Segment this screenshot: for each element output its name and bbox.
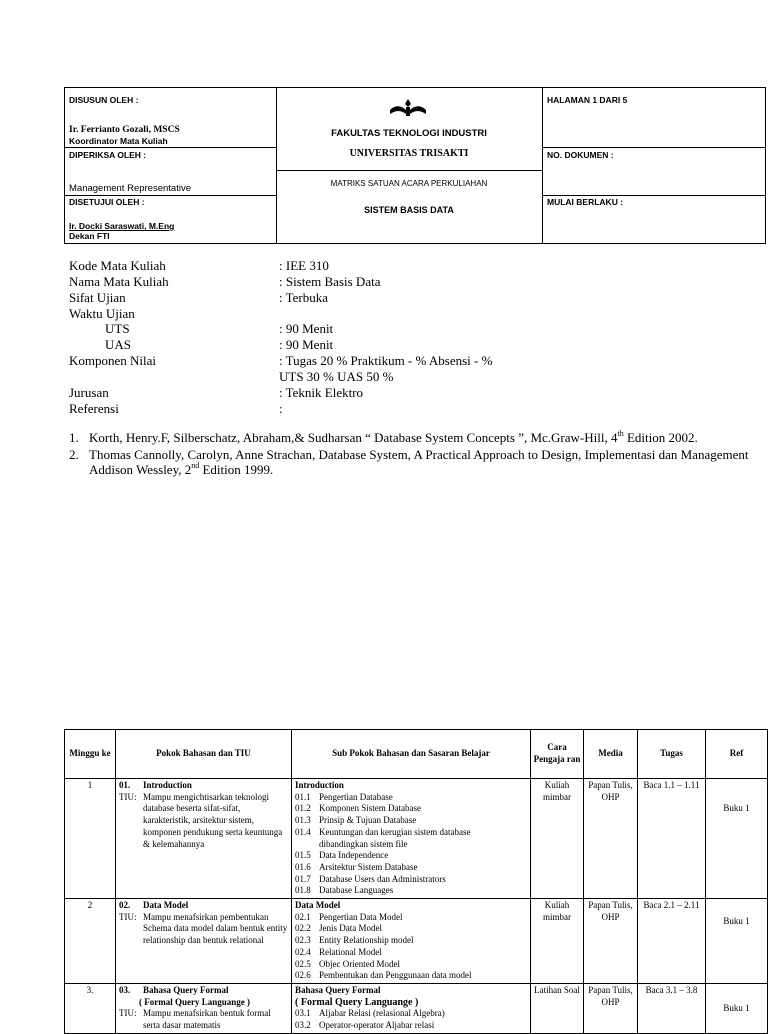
method-cell: Kuliah mimbar <box>531 779 584 899</box>
subtopic-item: 02.3 Entity Relationship model <box>295 935 414 946</box>
effective-date-label: MULAI BERLAKU : <box>547 197 624 207</box>
subtopic-cell <box>292 899 531 984</box>
topic-number: 02. <box>119 900 131 911</box>
tiu-label: TIU: <box>119 791 137 802</box>
topic-number: 03. <box>119 984 131 995</box>
info-value: : Teknik Elektro <box>279 385 364 400</box>
info-label: Referensi <box>69 401 119 416</box>
info-label: Nama Mata Kuliah <box>69 274 169 289</box>
info-value: : 90 Menit <box>279 337 334 352</box>
reference-superscript: nd <box>191 461 200 470</box>
reference-superscript: th <box>617 429 624 438</box>
disusun-label: DISUSUN OLEH : <box>69 95 139 105</box>
subtopic-title: Data Model <box>295 900 341 911</box>
reference-item <box>69 447 759 478</box>
diperiksa-label: DIPERIKSA OLEH : <box>69 150 147 160</box>
subtopic-item: 01.3 Prinsip & Tujuan Database <box>295 815 417 826</box>
subtopic-item: 01.8 Database Languages <box>295 885 394 896</box>
reference-number: 2. <box>69 446 79 462</box>
subtopic-subtitle: ( Formal Query Languange ) <box>295 996 419 1008</box>
subtopic-item: 02.4 Relational Model <box>295 946 382 957</box>
media-cell: Papan Tulis, OHP <box>584 983 638 1033</box>
info-label: Jurusan <box>69 385 109 400</box>
subtopic-cell <box>292 779 531 899</box>
matrix-title: MATRIKS SATUAN ACARA PERKULIAHAN <box>330 179 488 188</box>
topic-title: Bahasa Query Formal <box>143 984 229 995</box>
disetujui-label: DISETUJUI OLEH : <box>69 197 145 207</box>
tiu-label: TIU: <box>119 911 137 922</box>
disusun-name: Ir. Ferrianto Gozali, MSCS <box>69 125 180 135</box>
faculty-name: FAKULTAS TEKNOLOGI INDUSTRI <box>331 128 487 139</box>
reference-list <box>69 430 759 479</box>
disusun-role: Koordinator Mata Kuliah <box>69 136 168 146</box>
subtopic-item: 01.5 Data Independence <box>295 850 389 861</box>
info-label: UAS <box>105 337 132 352</box>
document-number-label: NO. DOKUMEN : <box>547 150 614 160</box>
university-logo-icon <box>388 98 428 118</box>
schedule-table <box>64 729 768 1034</box>
university-name: UNIVERSITAS TRISAKTI <box>349 148 469 159</box>
subtopic-item: 03.1 Aljabar Relasi (relasional Algebra) <box>295 1008 445 1019</box>
subtopic-item: 02.5 Objec Oriented Model <box>295 958 400 969</box>
media-cell: Papan Tulis, OHP <box>584 899 638 984</box>
subtopic-item: 01.2 Komponen Sistem Database <box>295 803 421 814</box>
ref-cell: Buku 1 <box>706 899 768 984</box>
subtopic-item: 01.4 Keuntungan dan kerugian sistem database <box>295 826 471 837</box>
disetujui-role: Dekan FTI <box>69 231 110 241</box>
column-header: Pokok Bahasan dan TIU <box>116 730 292 779</box>
ref-cell: Buku 1 <box>706 779 768 899</box>
subtopic-item: 03.2 Operator-operator Aljabar relasi <box>295 1020 435 1031</box>
ref-cell: Buku 1 <box>706 983 768 1033</box>
assignment-cell: Baca 3.1 – 3.8 <box>638 983 706 1033</box>
info-label: Waktu Ujian <box>69 306 135 321</box>
topic-cell <box>116 779 292 899</box>
topic-number: 01. <box>119 780 131 790</box>
info-value: : Tugas 20 % Praktikum - % Absensi - % <box>279 353 493 368</box>
info-value: : Sistem Basis Data <box>279 274 381 289</box>
tiu-text: Mampu mengichtisarkan teknologi database beserta sifat-sifat, karakteristik, arsitektur sistem, komponen pendukung serta keuntunga & kelemahannya <box>143 791 283 849</box>
topic-cell <box>116 983 292 1033</box>
column-header: Cara Pengaja ran <box>531 730 584 779</box>
column-header: Ref <box>706 730 768 779</box>
page-number: HALAMAN 1 DARI 5 <box>547 95 628 105</box>
subtopic-item: dibandingkan sistem file <box>319 838 408 849</box>
table-row <box>65 983 768 1033</box>
course-title: SISTEM BASIS DATA <box>364 205 454 215</box>
column-header: Media <box>584 730 638 779</box>
subtopic-item: 02.1 Pengertian Data Model <box>295 911 403 922</box>
info-value: : IEE 310 <box>279 258 329 273</box>
diperiksa-name: Management Representative <box>69 183 191 194</box>
info-value: : <box>279 401 283 416</box>
info-value: : Terbuka <box>279 290 329 305</box>
info-label: Sifat Ujian <box>69 290 126 305</box>
document-header <box>64 87 766 244</box>
subtopic-item: 02.6 Pembentukan dan Penggunaan data model <box>295 970 472 981</box>
table-row <box>65 899 768 984</box>
assignment-cell: Baca 1.1 – 1.11 <box>638 779 706 899</box>
week-cell: 3. <box>65 983 116 1033</box>
subtopic-item: 02.2 Jenis Data Model <box>295 923 382 934</box>
info-label: Komponen Nilai <box>69 353 157 368</box>
topic-title: Data Model <box>143 900 189 911</box>
reference-text: Korth, Henry.F, Silberschatz, Abraham,& Sudharsan “ Database System Concepts ”, Mc.Graw-Hill, 4 <box>89 430 618 445</box>
subtopic-title: Introduction <box>295 780 344 790</box>
topic-title: Introduction <box>143 780 192 790</box>
reference-number: 1. <box>69 430 79 445</box>
column-header: Minggu ke <box>65 730 116 779</box>
disetujui-name: Ir. Docki Saraswati, M.Eng <box>69 221 175 231</box>
tiu-text: Mampu menafsirkan bentuk formal serta dasar matematis <box>143 1008 271 1031</box>
topic-cell <box>116 899 292 984</box>
subtopic-item: 01.6 Arsitektur Sistem Database <box>295 861 418 872</box>
reference-item <box>69 430 759 446</box>
column-header: Sub Pokok Bahasan dan Sasaran Belajar <box>292 730 531 779</box>
topic-subtitle: ( Formal Query Languange ) <box>139 996 250 1007</box>
info-label: Kode Mata Kuliah <box>69 258 166 273</box>
subtopic-cell <box>292 983 531 1033</box>
column-header: Tugas <box>638 730 706 779</box>
info-value: : 90 Menit <box>279 321 334 336</box>
subtopic-title: Bahasa Query Formal <box>295 984 381 995</box>
subtopic-item: 01.7 Database Users dan Administrators <box>295 873 446 884</box>
media-cell: Papan Tulis, OHP <box>584 779 638 899</box>
subtopic-item: 01.1 Pengertian Database <box>295 791 393 802</box>
tiu-text: Mampu menafsirkan pembentukan Schema data model dalam bentuk entity relationship dan bentuk relational <box>143 911 288 946</box>
assignment-cell: Baca 2.1 – 2.11 <box>638 899 706 984</box>
week-cell: 2 <box>65 899 116 984</box>
table-header-row <box>65 730 768 779</box>
table-row <box>65 779 768 899</box>
info-label: UTS <box>105 321 130 336</box>
reference-text-end: Edition 1999. <box>199 462 274 477</box>
reference-text: Thomas Cannolly, Carolyn, Anne Strachan, Database System, A Practical Approach to Design, Implementasi dan Management Addison Wessley, 2 <box>89 446 749 477</box>
info-value: UTS 30 % UAS 50 % <box>279 369 394 384</box>
tiu-label: TIU: <box>119 1008 137 1019</box>
week-cell: 1 <box>65 779 116 899</box>
method-cell: Kuliah mimbar <box>531 899 584 984</box>
reference-text-end: Edition 2002. <box>623 430 698 445</box>
method-cell: Latihan Soal <box>531 983 584 1033</box>
